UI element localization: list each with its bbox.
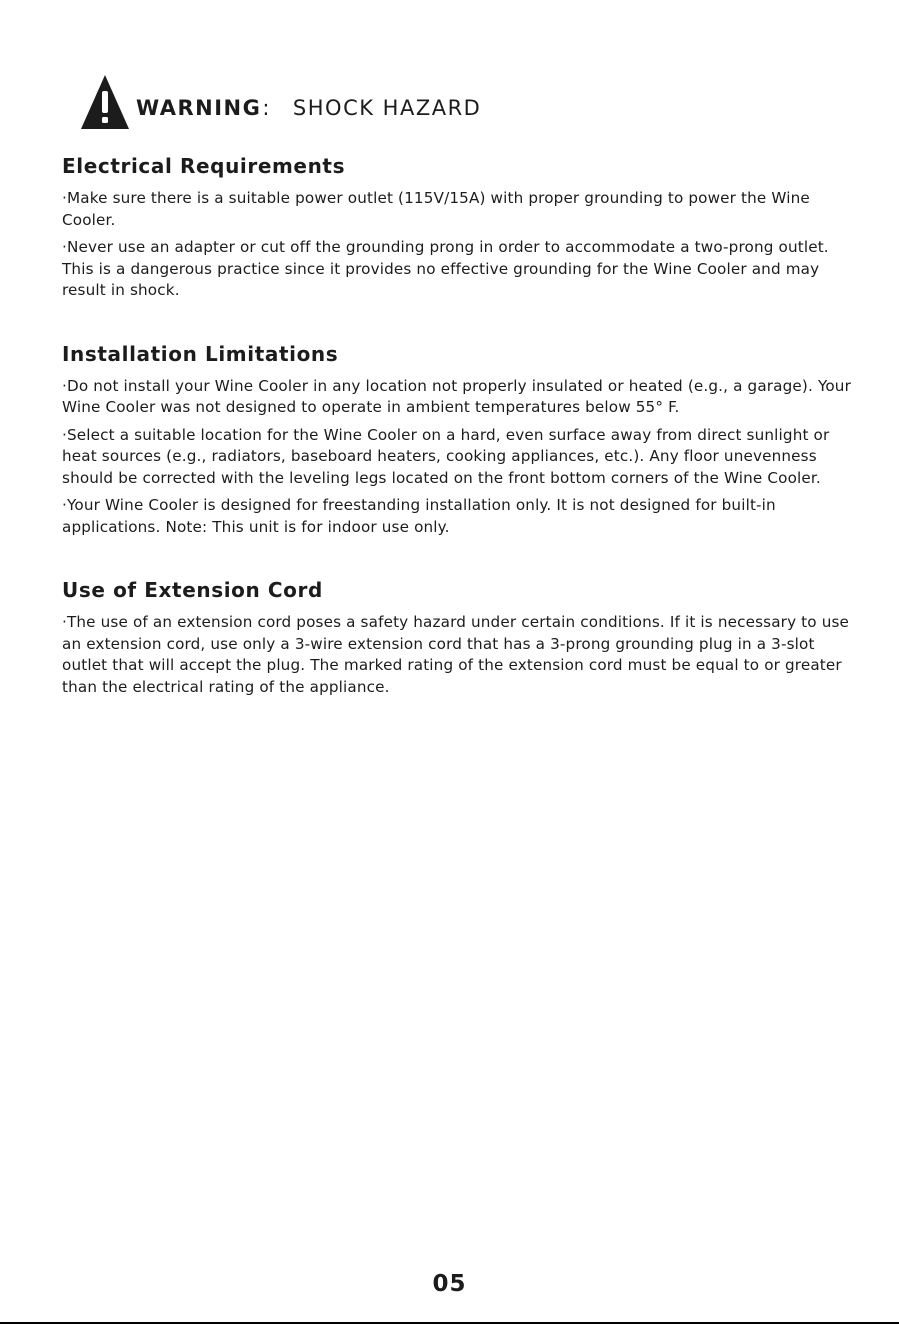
warning-word: WARNING (136, 96, 262, 120)
section-extension-cord (62, 574, 852, 698)
section-heading: Installation Limitations (62, 341, 339, 366)
paragraph: ·Never use an adapter or cut off the grounding prong in order to accommodate a two-prong outlet. This is a dangerous practice since it provides no effective grounding for the Wine Cooler and may result in shock. (62, 238, 829, 299)
section-installation-limitations (62, 338, 852, 539)
warning-hazard-label: SHOCK HAZARD (292, 96, 482, 120)
document-body (62, 150, 852, 704)
section-heading: Use of Extension Cord (62, 578, 323, 602)
section-heading: Electrical Requirements (62, 154, 346, 178)
section-electrical-requirements (62, 150, 852, 302)
paragraph: ·Make sure there is a suitable power outlet (115V/15A) with proper grounding to power the Wine Cooler. (62, 189, 810, 229)
page-number: 05 (432, 1271, 467, 1297)
paragraph: ·The use of an extension cord poses a safety hazard under certain conditions. If it is necessary to use an extension cord, use only a 3-wire extension cord that has a 3-prong grounding plug in a 3-slot outlet that will accept the plug. The marked rating of the extension cord must be equal to or greater than the electrical rating of the appliance. (62, 613, 850, 696)
paragraph: ·Do not install your Wine Cooler in any location not properly insulated or heated (e.g., a garage). Your Wine Cooler was not designed to operate in ambient temperatures below 55° F. (62, 376, 851, 416)
paragraph: ·Your Wine Cooler is designed for freestanding installation only. It is not designed for built-in applications. Note: This unit is for indoor use only. (62, 496, 776, 536)
warning-banner (80, 74, 481, 130)
warning-title (136, 96, 481, 120)
warning-colon: : (262, 96, 271, 120)
paragraph: ·Select a suitable location for the Wine Cooler on a hard, even surface away from direct sunlight or heat sources (e.g., radiators, baseboard heaters, cooking appliances, etc.). Any floor unevenness should be corrected with the leveling legs located on the front bottom corners of the Wine Cooler. (62, 425, 830, 487)
warning-triangle-icon (80, 74, 130, 130)
